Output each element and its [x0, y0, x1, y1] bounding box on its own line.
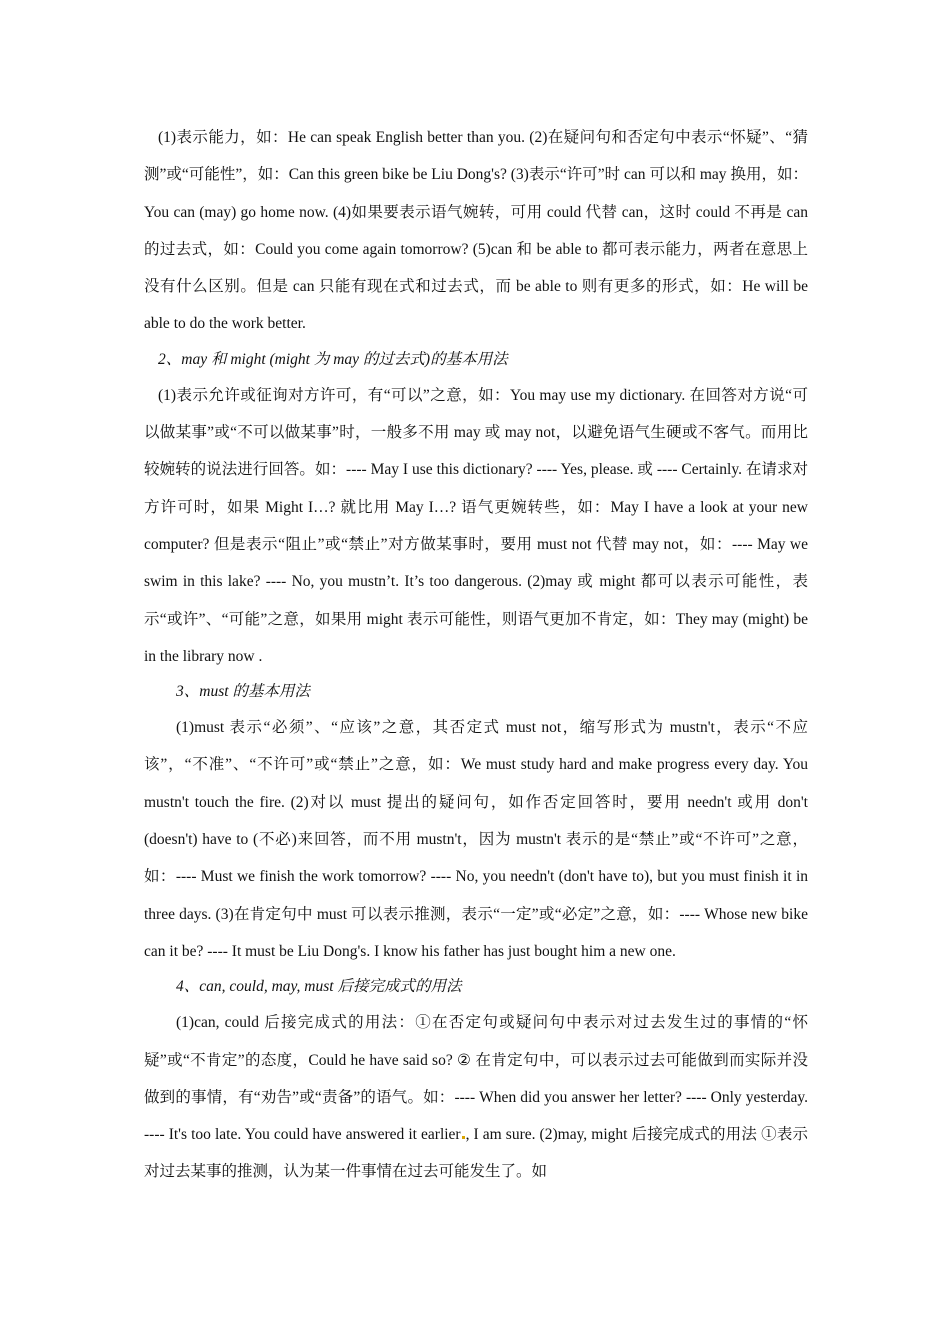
perfect-form-paragraph — [144, 1004, 808, 1190]
highlight-mark — [462, 1136, 465, 1139]
may-might-paragraph: (1)表示允许或征询对方许可，有“可以”之意，如：You may use my dictionary. 在回答对方说“可以做某事”或“不可以做某事”时，一般多不用 may 或 may not，以避免语气生硬或不客气。而用比较婉转的说法进行回答。如：---- May I use this dictionary? ---- Yes, please. 或 ---- Certainly. 在请求对方许可时，如果 Might I…? 就比用 May I…? 语气更婉转些，如：May I have a look at your new computer? 但是表示“阻止”或“禁止”对方做某事时，要用 must not 代替 may not，如：---- May we swim in this lake? ---- No, you mustn’t. It’s too dangerous. (2)may 或 might 都可以表示可能性，表示“或许”、“可能”之意，如果用 might 表示可能性，则语气更加不肯定，如：They may (might) be in the library now . — [144, 386, 808, 665]
may-might-heading: 2、may 和 might (might 为 may 的过去式)的基本用法 — [158, 350, 508, 368]
perfect-form-text-b: , I am sure. (2)may, might 后接完成式的用法 ①表示对过去某事的推测，认为某一件事情在过去可能发生了。如 — [144, 1126, 809, 1181]
perfect-form-heading: 4、can, could, may, must 后接完成式的用法 — [176, 978, 462, 996]
must-paragraph: (1)must 表示“必须”、“应该”之意，其否定式 must not，缩写形式为 mustn't，表示“不应该”，“不准”、“不许可”或“禁止”之意，如：We must study hard and make progress every day. You mustn't touch the fire. (2)对以 must 提出的疑问句，如作否定回答时，要用 needn't 或用 don't (doesn't) have to (不必)来回答，而不用 mustn't，因为 mustn't 表示的是“禁止”或“不许可”之意，如：---- Must we finish the work tomorrow? ---- No, you needn't (don't have to), but you must finish it in three days. (3)在肯定句中 must 可以表示推测，表示“一定”或“必定”之意，如：---- Whose new bike can it be? ---- It must be Liu Dong's. I know his father has just bought him a new one. — [144, 719, 808, 960]
must-heading: 3、must 的基本用法 — [176, 683, 310, 701]
can-usage-paragraph: (1)表示能力，如：He can speak English better than you. (2)在疑问句和否定句中表示“怀疑”、“猜测”或“可能性”，如：Can this green bike be Liu Dong's? (3)表示“许可”时 can 可以和 may 换用，如：You can (may) go home now. (4)如果要表示语气婉转，可用 could 代替 can，这时 could 不再是 can 的过去式，如：Could you come again tomorrow? (5)can 和 be able to 都可表示能力，两者在意思上没有什么区别。但是 can 只能有现在式和过去式，而 be able to 则有更多的形式，如：He will be able to do the work better. — [144, 129, 808, 333]
perfect-form-text-a: (1)can, could 后接完成式的用法：①在否定句或疑问句中表示对过去发生过的事情的“怀疑”或“不肯定”的态度，Could he have said so? ② 在肯定句中，可以表示过去可能做到而实际并没做到的事情，有“劝告”或“责备”的语气。如：---- When did you answer her letter? ---- Only yesterday. ---- It's too late. You could have answered it earlier — [144, 1014, 808, 1144]
document-body — [144, 119, 808, 1191]
